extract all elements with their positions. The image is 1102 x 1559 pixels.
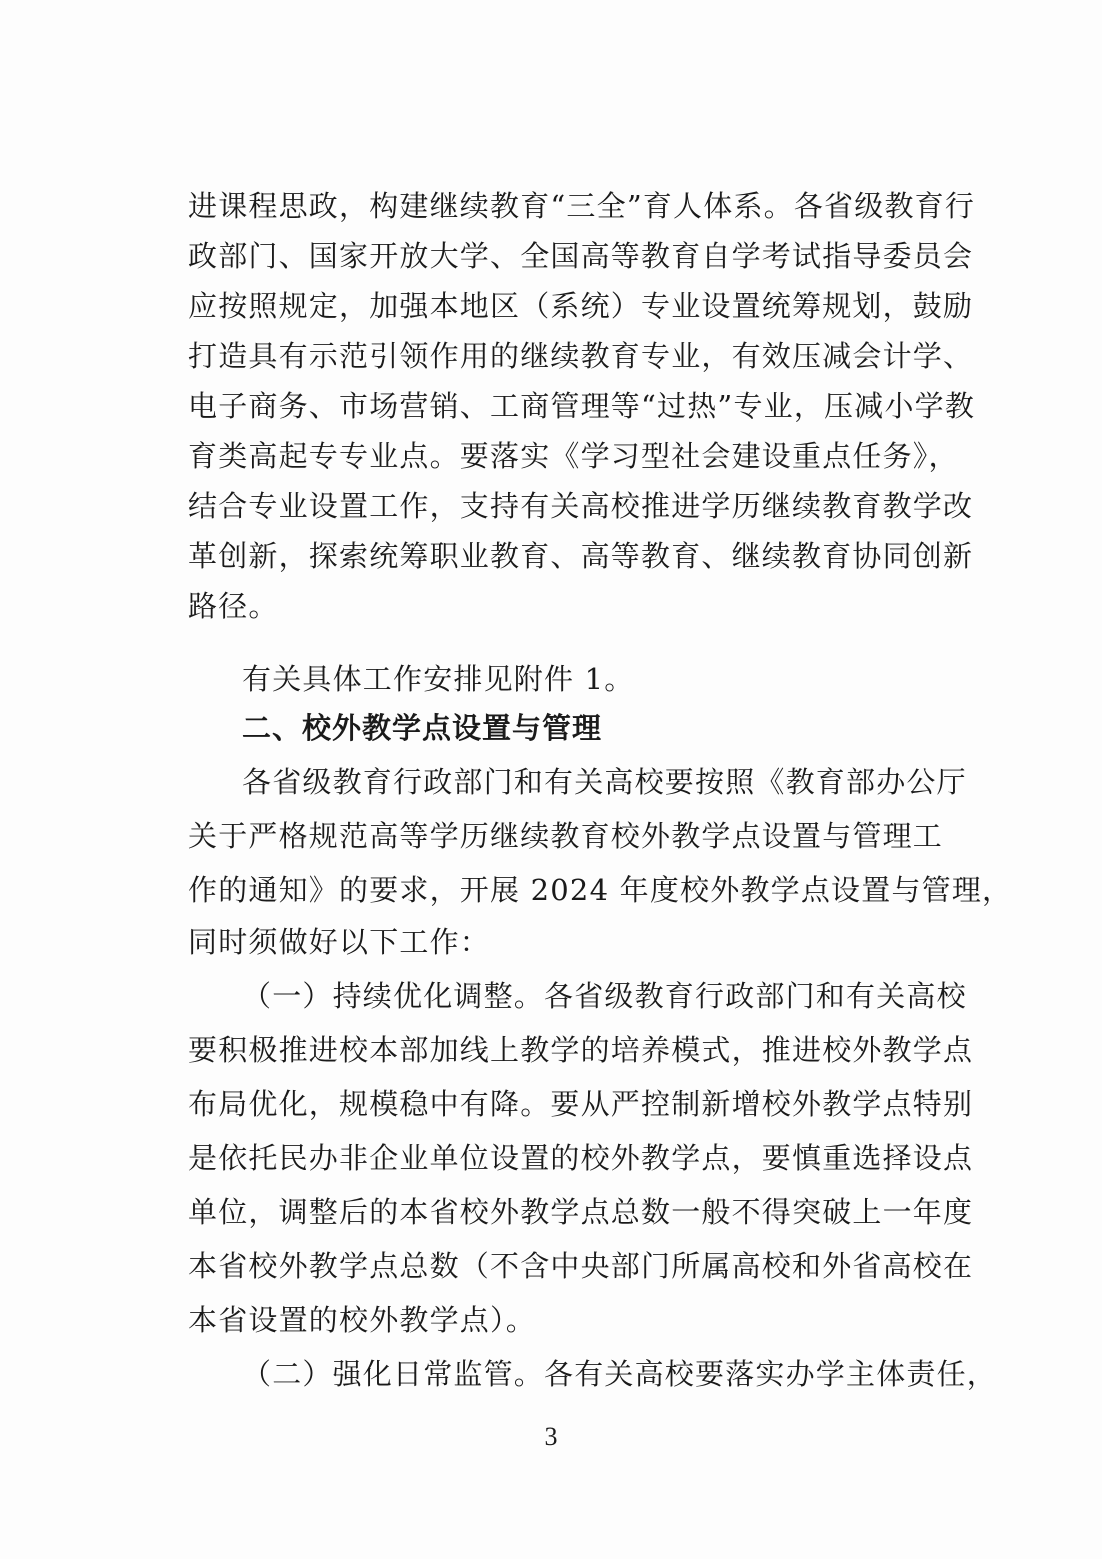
- paragraph-line: 本省校外教学点总数（不含中央部门所属高校和外省高校在: [188, 1249, 974, 1283]
- paragraph-line: 作的通知》的要求，开展 2024 年度校外教学点设置与管理，: [188, 873, 1013, 907]
- paragraph-line: 打造具有示范引领作用的继续教育专业，有效压减会计学、: [188, 339, 974, 373]
- paragraph-line: 路径。: [188, 589, 279, 623]
- paragraph-line: 本省设置的校外教学点）。: [188, 1303, 536, 1337]
- paragraph-line: 电子商务、市场营销、工商管理等“过热”专业，压减小学教: [188, 389, 976, 423]
- page-number: 3: [544, 1422, 558, 1451]
- paragraph-line: 有关具体工作安排见附件 1。: [242, 662, 635, 696]
- paragraph-line: 应按照规定，加强本地区（系统）专业设置统筹规划，鼓励: [188, 289, 974, 323]
- paragraph-line: 进课程思政，构建继续教育“三全”育人体系。各省级教育行: [188, 189, 976, 223]
- paragraph-line: 革创新，探索统筹职业教育、高等教育、继续教育协同创新: [188, 539, 974, 573]
- paragraph-line: （二）强化日常监管。各有关高校要落实办学主体责任，: [242, 1357, 998, 1391]
- paragraph-line: 同时须做好以下工作：: [188, 925, 491, 959]
- paragraph-line: 布局优化，规模稳中有降。要从严控制新增校外教学点特别: [188, 1087, 974, 1121]
- paragraph-line: 政部门、国家开放大学、全国高等教育自学考试指导委员会: [188, 239, 974, 273]
- paragraph-line: 关于严格规范高等学历继续教育校外教学点设置与管理工: [188, 819, 944, 853]
- paragraph-line: 结合专业设置工作，支持有关高校推进学历继续教育教学改: [188, 489, 974, 523]
- paragraph-line: 各省级教育行政部门和有关高校要按照《教育部办公厅: [242, 765, 967, 799]
- paragraph-line: （一）持续优化调整。各省级教育行政部门和有关高校: [242, 979, 967, 1013]
- section-heading: 二、校外教学点设置与管理: [242, 711, 603, 745]
- paragraph-line: 是依托民办非企业单位设置的校外教学点，要慎重选择设点: [188, 1141, 974, 1175]
- paragraph-line: 要积极推进校本部加线上教学的培养模式，推进校外教学点: [188, 1033, 974, 1067]
- paragraph-line: 单位，调整后的本省校外教学点总数一般不得突破上一年度: [188, 1195, 974, 1229]
- paragraph-line: 育类高起专专业点。要落实《学习型社会建设重点任务》，: [188, 439, 959, 473]
